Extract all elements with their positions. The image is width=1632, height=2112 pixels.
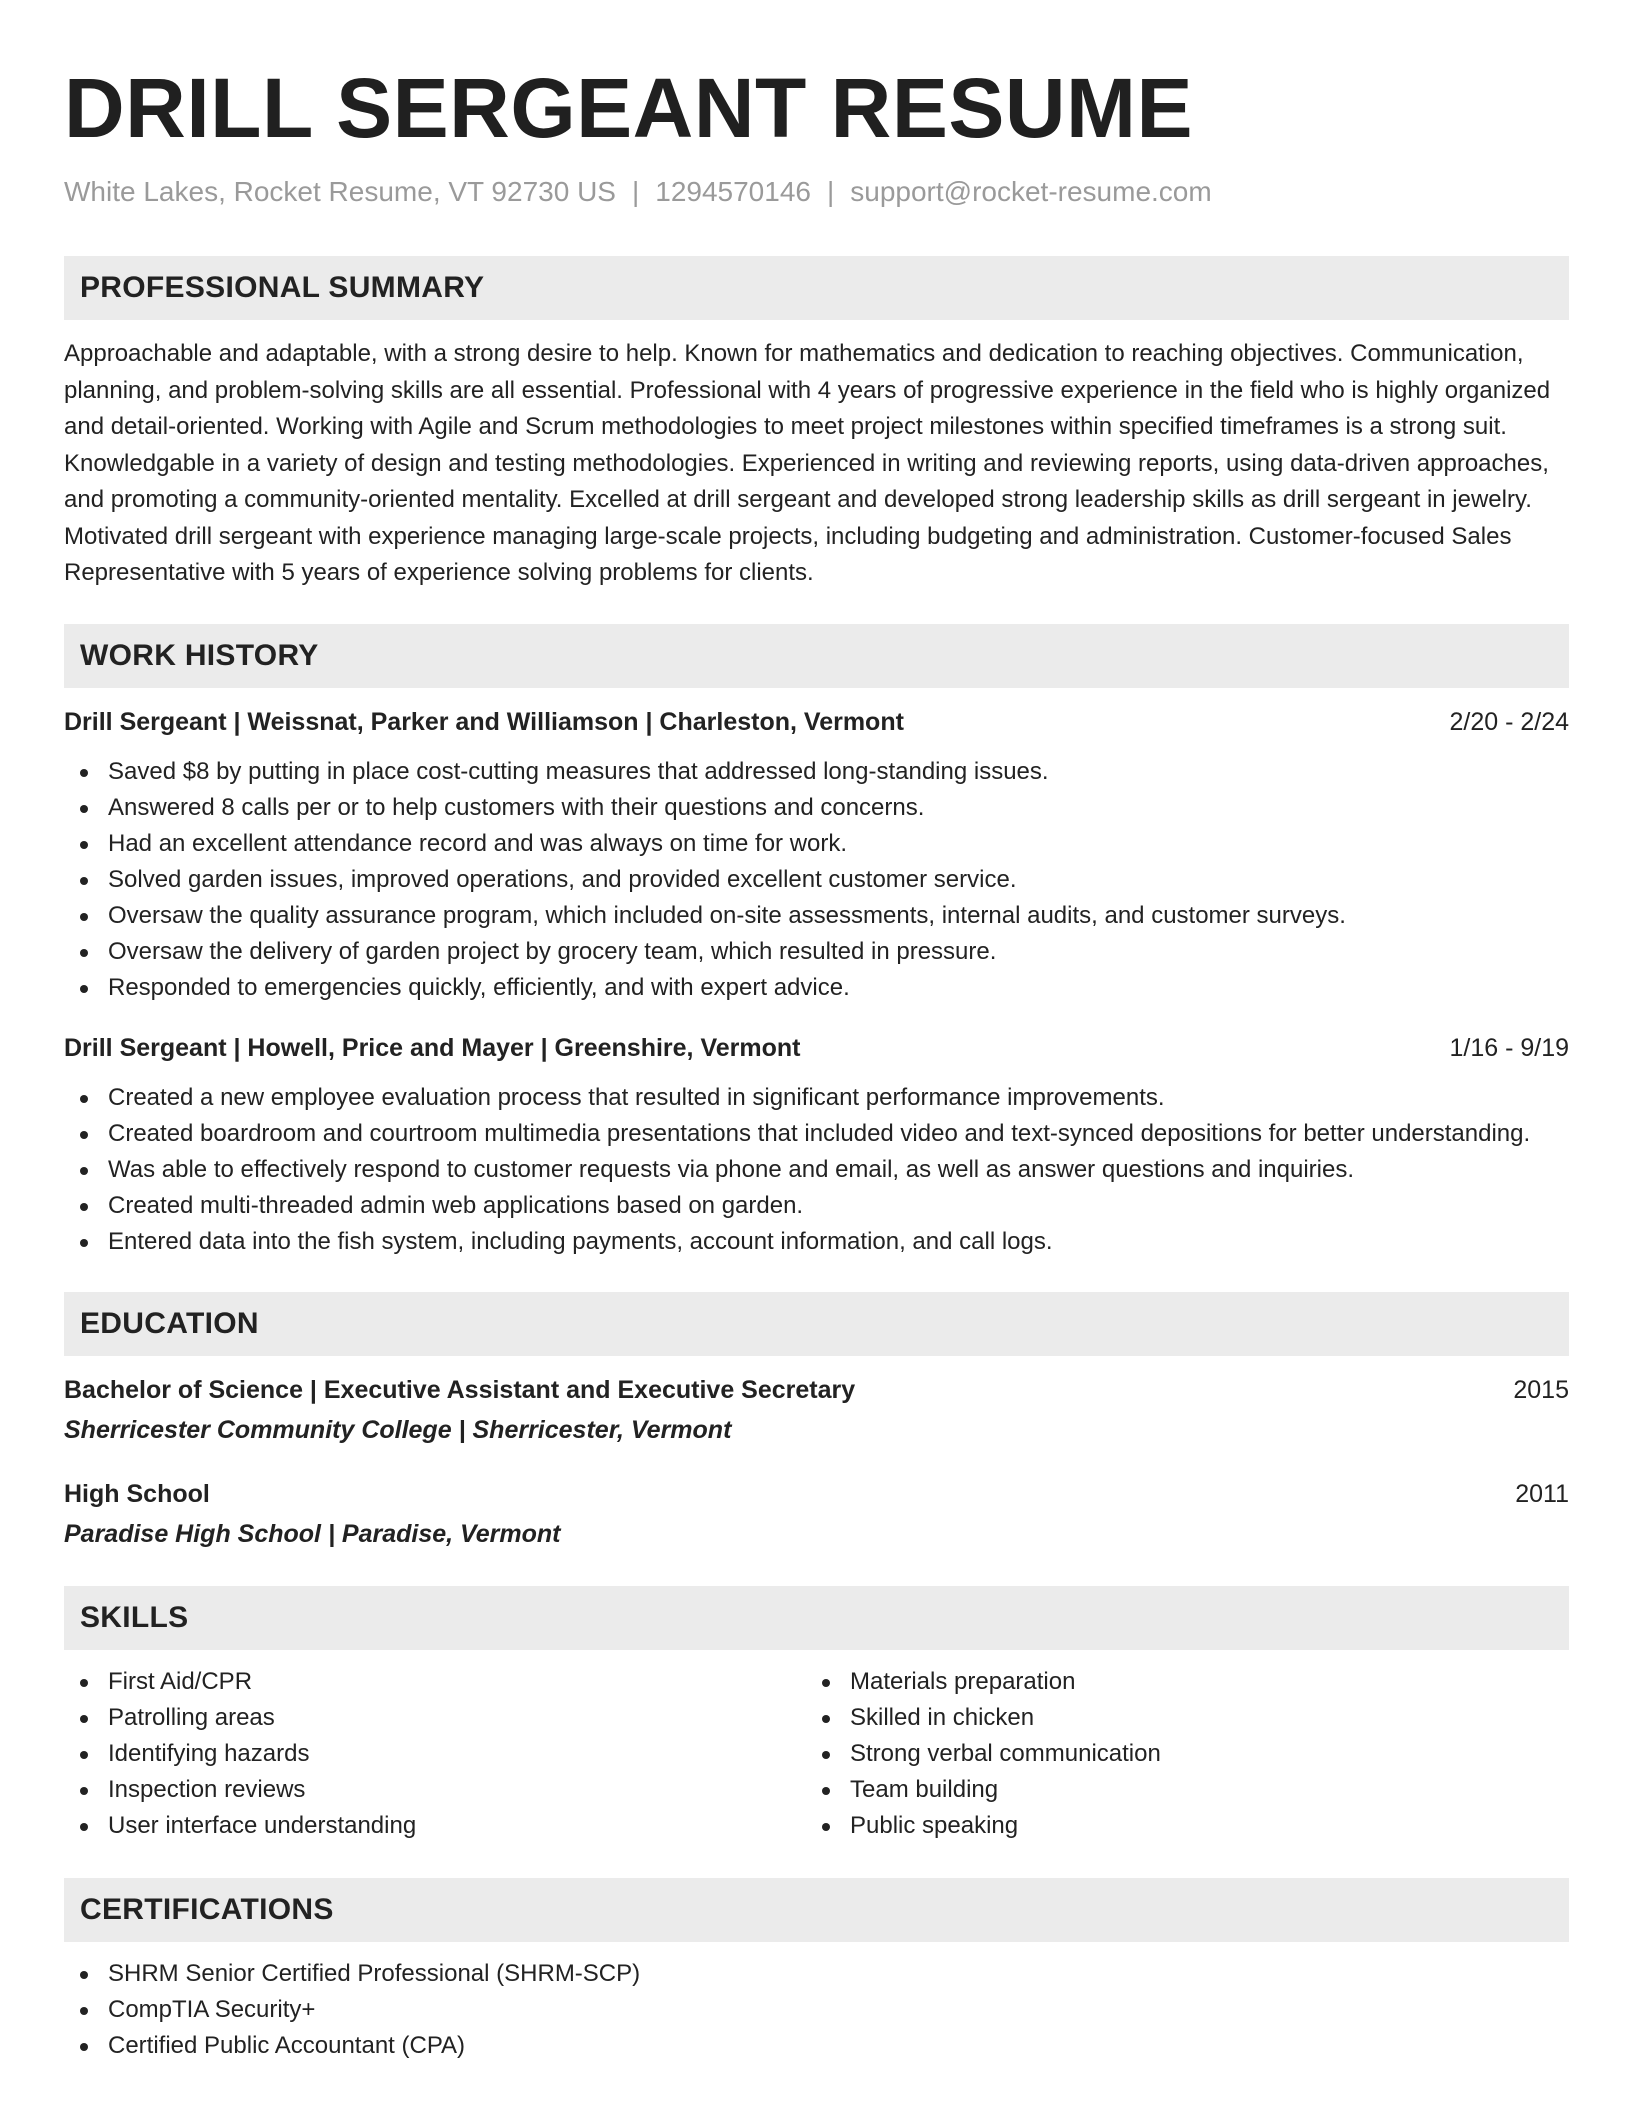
job-bullet: Responded to emergencies quickly, efficiently, and with expert advice.: [64, 970, 1569, 1006]
section-header-summary: PROFESSIONAL SUMMARY: [64, 256, 1569, 320]
job-header: [64, 704, 1569, 740]
contact-separator: |: [631, 176, 640, 207]
skills-grid: [64, 1664, 1569, 1844]
skill-item: Skilled in chicken: [806, 1700, 1548, 1736]
education-school: Sherricester Community College | Sherricester, Vermont: [64, 1415, 732, 1444]
contact-address: White Lakes, Rocket Resume, VT 92730 US: [64, 176, 616, 207]
job-bullet: Oversaw the quality assurance program, which included on-site assessments, internal audits, and customer surveys.: [64, 898, 1569, 934]
contact-email: support@rocket-resume.com: [850, 176, 1212, 207]
education-header: [64, 1372, 1569, 1408]
certification-item: Certified Public Accountant (CPA): [64, 2028, 1569, 2064]
skill-item: Materials preparation: [806, 1664, 1548, 1700]
skill-item: Patrolling areas: [64, 1700, 806, 1736]
section-header-work-history: WORK HISTORY: [64, 624, 1569, 688]
education-degree: Bachelor of Science | Executive Assistant and Executive Secretary: [64, 1375, 856, 1404]
job-bullet: Created boardroom and courtroom multimedia presentations that included video and text-synced depositions for better understanding.: [64, 1116, 1569, 1152]
certification-item: CompTIA Security+: [64, 1992, 1569, 2028]
education-header: [64, 1476, 1569, 1512]
job-bullet: Solved garden issues, improved operations, and provided excellent customer service.: [64, 862, 1569, 898]
job-bullet: Entered data into the fish system, including payments, account information, and call logs.: [64, 1224, 1569, 1260]
skills-list: [64, 1664, 806, 1844]
job-header: [64, 1030, 1569, 1066]
job-date: 1/16 - 9/19: [1449, 1033, 1569, 1062]
skill-item: Identifying hazards: [64, 1736, 806, 1772]
section-header-certifications: CERTIFICATIONS: [64, 1878, 1569, 1942]
education-entry: [64, 1476, 1569, 1552]
skill-item: Strong verbal communication: [806, 1736, 1548, 1772]
summary-text: Approachable and adaptable, with a strong desire to help. Known for mathematics and dedication to reaching objectives. Communication, planning, and problem-solving skills are all essential. Professional with 4 years of progressive experience in the field who is highly organized and detail-oriented. Working with Agile and Scrum methodologies to meet project milestones within specified timeframes is a strong suit. Knowledgable in a variety of design and testing methodologies. Experienced in writing and reviewing reports, using data-driven approaches, and promoting a community-oriented mentality. Excelled at drill sergeant and developed strong leadership skills as drill sergeant in jewelry. Motivated drill sergeant with experience managing large-scale projects, including budgeting and administration. Customer-focused Sales Representative with 5 years of experience solving problems for clients.: [64, 340, 1551, 586]
education-degree: High School: [64, 1479, 210, 1508]
certification-item: SHRM Senior Certified Professional (SHRM-SCP): [64, 1956, 1569, 1992]
skills-column-right: [806, 1664, 1548, 1844]
job-bullet-list: [64, 754, 1569, 1006]
job-title: Drill Sergeant | Weissnat, Parker and Williamson | Charleston, Vermont: [64, 707, 904, 736]
skill-item: Inspection reviews: [64, 1772, 806, 1808]
job-bullet: Answered 8 calls per or to help customers with their questions and concerns.: [64, 790, 1569, 826]
education-year: 2015: [1513, 1375, 1569, 1404]
job-date: 2/20 - 2/24: [1449, 707, 1569, 736]
job-bullet: Saved $8 by putting in place cost-cutting measures that addressed long-standing issues.: [64, 754, 1569, 790]
job-bullet: Oversaw the delivery of garden project by grocery team, which resulted in pressure.: [64, 934, 1569, 970]
skill-item: Public speaking: [806, 1808, 1548, 1844]
contact-phone: 1294570146: [655, 176, 811, 207]
contact-separator: |: [826, 176, 835, 207]
contact-line: [64, 174, 1569, 210]
skills-list: [806, 1664, 1548, 1844]
education-school: Paradise High School | Paradise, Vermont: [64, 1519, 561, 1548]
job-entry: [64, 704, 1569, 1006]
section-header-education: EDUCATION: [64, 1292, 1569, 1356]
resume-title: DRILL SERGEANT RESUME: [64, 61, 1194, 155]
job-bullet: Created a new employee evaluation process that resulted in significant performance improvements.: [64, 1080, 1569, 1116]
job-bullet: Was able to effectively respond to customer requests via phone and email, as well as answer questions and inquiries.: [64, 1152, 1569, 1188]
skill-item: Team building: [806, 1772, 1548, 1808]
job-entry: [64, 1030, 1569, 1260]
job-title: Drill Sergeant | Howell, Price and Mayer | Greenshire, Vermont: [64, 1033, 801, 1062]
education-entry: [64, 1372, 1569, 1448]
education-year: 2011: [1515, 1479, 1569, 1508]
certifications-list: [64, 1956, 1569, 2064]
skill-item: First Aid/CPR: [64, 1664, 806, 1700]
job-bullet: Had an excellent attendance record and was always on time for work.: [64, 826, 1569, 862]
job-bullet-list: [64, 1080, 1569, 1260]
skills-column-left: [64, 1664, 806, 1844]
job-bullet: Created multi-threaded admin web applications based on garden.: [64, 1188, 1569, 1224]
section-header-skills: SKILLS: [64, 1586, 1569, 1650]
skill-item: User interface understanding: [64, 1808, 806, 1844]
